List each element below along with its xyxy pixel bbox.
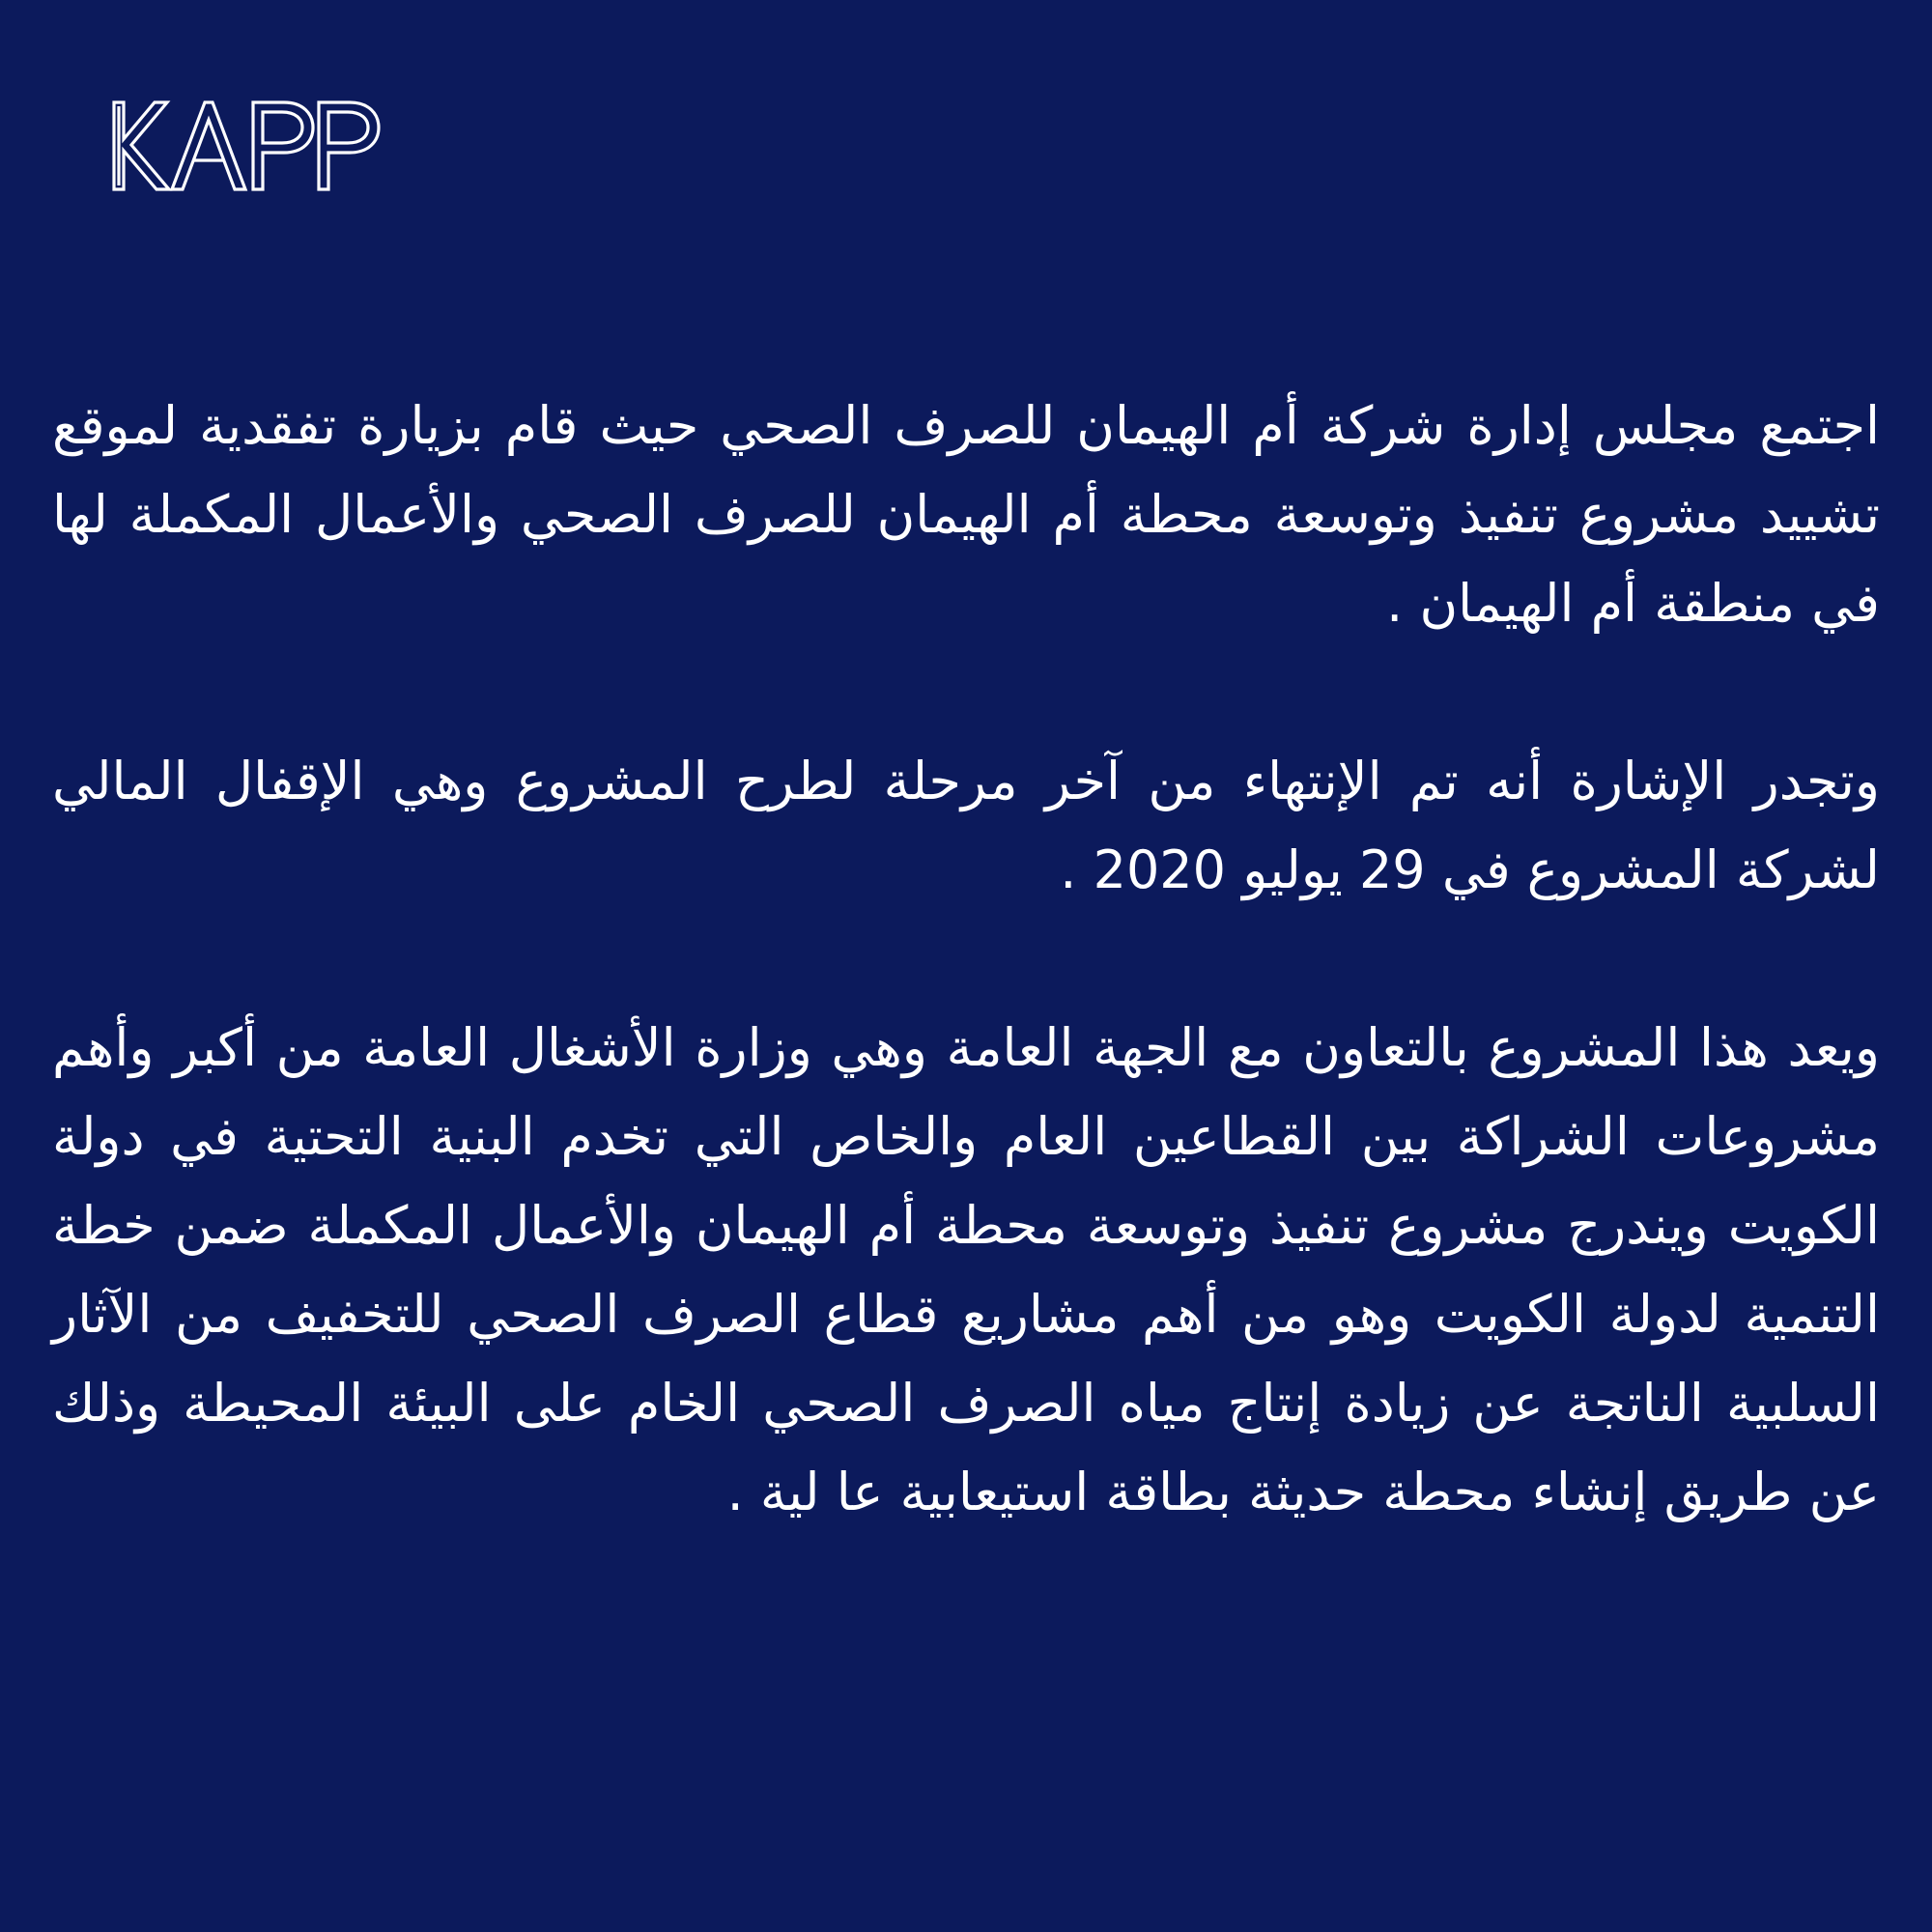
logo-letter-p-1 bbox=[253, 102, 313, 189]
paragraph-project-importance: ويعد هذا المشروع بالتعاون مع الجهة العامة وهي وزارة الأشغال العامة من أكبر وأهم مشروعات الشراكة بين القطاعين العام والخاص التي تخدم البنية التحتية في دولة الكويت ويندرج مشروع تنفيذ وتوسعة محطة أم الهيمان والأعمال المكملة ضمن خطة التنمية لدولة الكويت وهو من أهم مشاريع قطاع الصرف الصحي للتخفيف من الآثار السلبية الناتجة عن زيادة إنتاج مياه الصرف الصحي الخام على البيئة المحيطة وذلك عن طريق إنشاء محطة حديثة بطاقة استيعابية عا لية . bbox=[52, 1017, 1880, 1522]
logo-letter-p-2 bbox=[319, 102, 379, 189]
paragraph-financial-close: وتجدر الإشارة أنه تم الإنتهاء من آخر مرحلة لطرح المشروع وهي الإقفال المالي لشركة المشروع في 29 يوليو 2020 . bbox=[52, 751, 1880, 900]
logo-letter-a bbox=[172, 102, 245, 189]
kapp-logo bbox=[112, 100, 392, 193]
logo-letter-k bbox=[114, 102, 169, 189]
article-body bbox=[52, 382, 1880, 1537]
paragraph-site-visit: اجتمع مجلس إدارة شركة أم الهيمان للصرف الصحي حيث قام بزيارة تفقدية لموقع تشييد مشروع تنفيذ وتوسعة محطة أم الهيمان للصرف الصحي والأعمال المكملة لها في منطقة أم الهيمان . bbox=[52, 395, 1880, 634]
logo-mark-icon bbox=[112, 100, 392, 193]
